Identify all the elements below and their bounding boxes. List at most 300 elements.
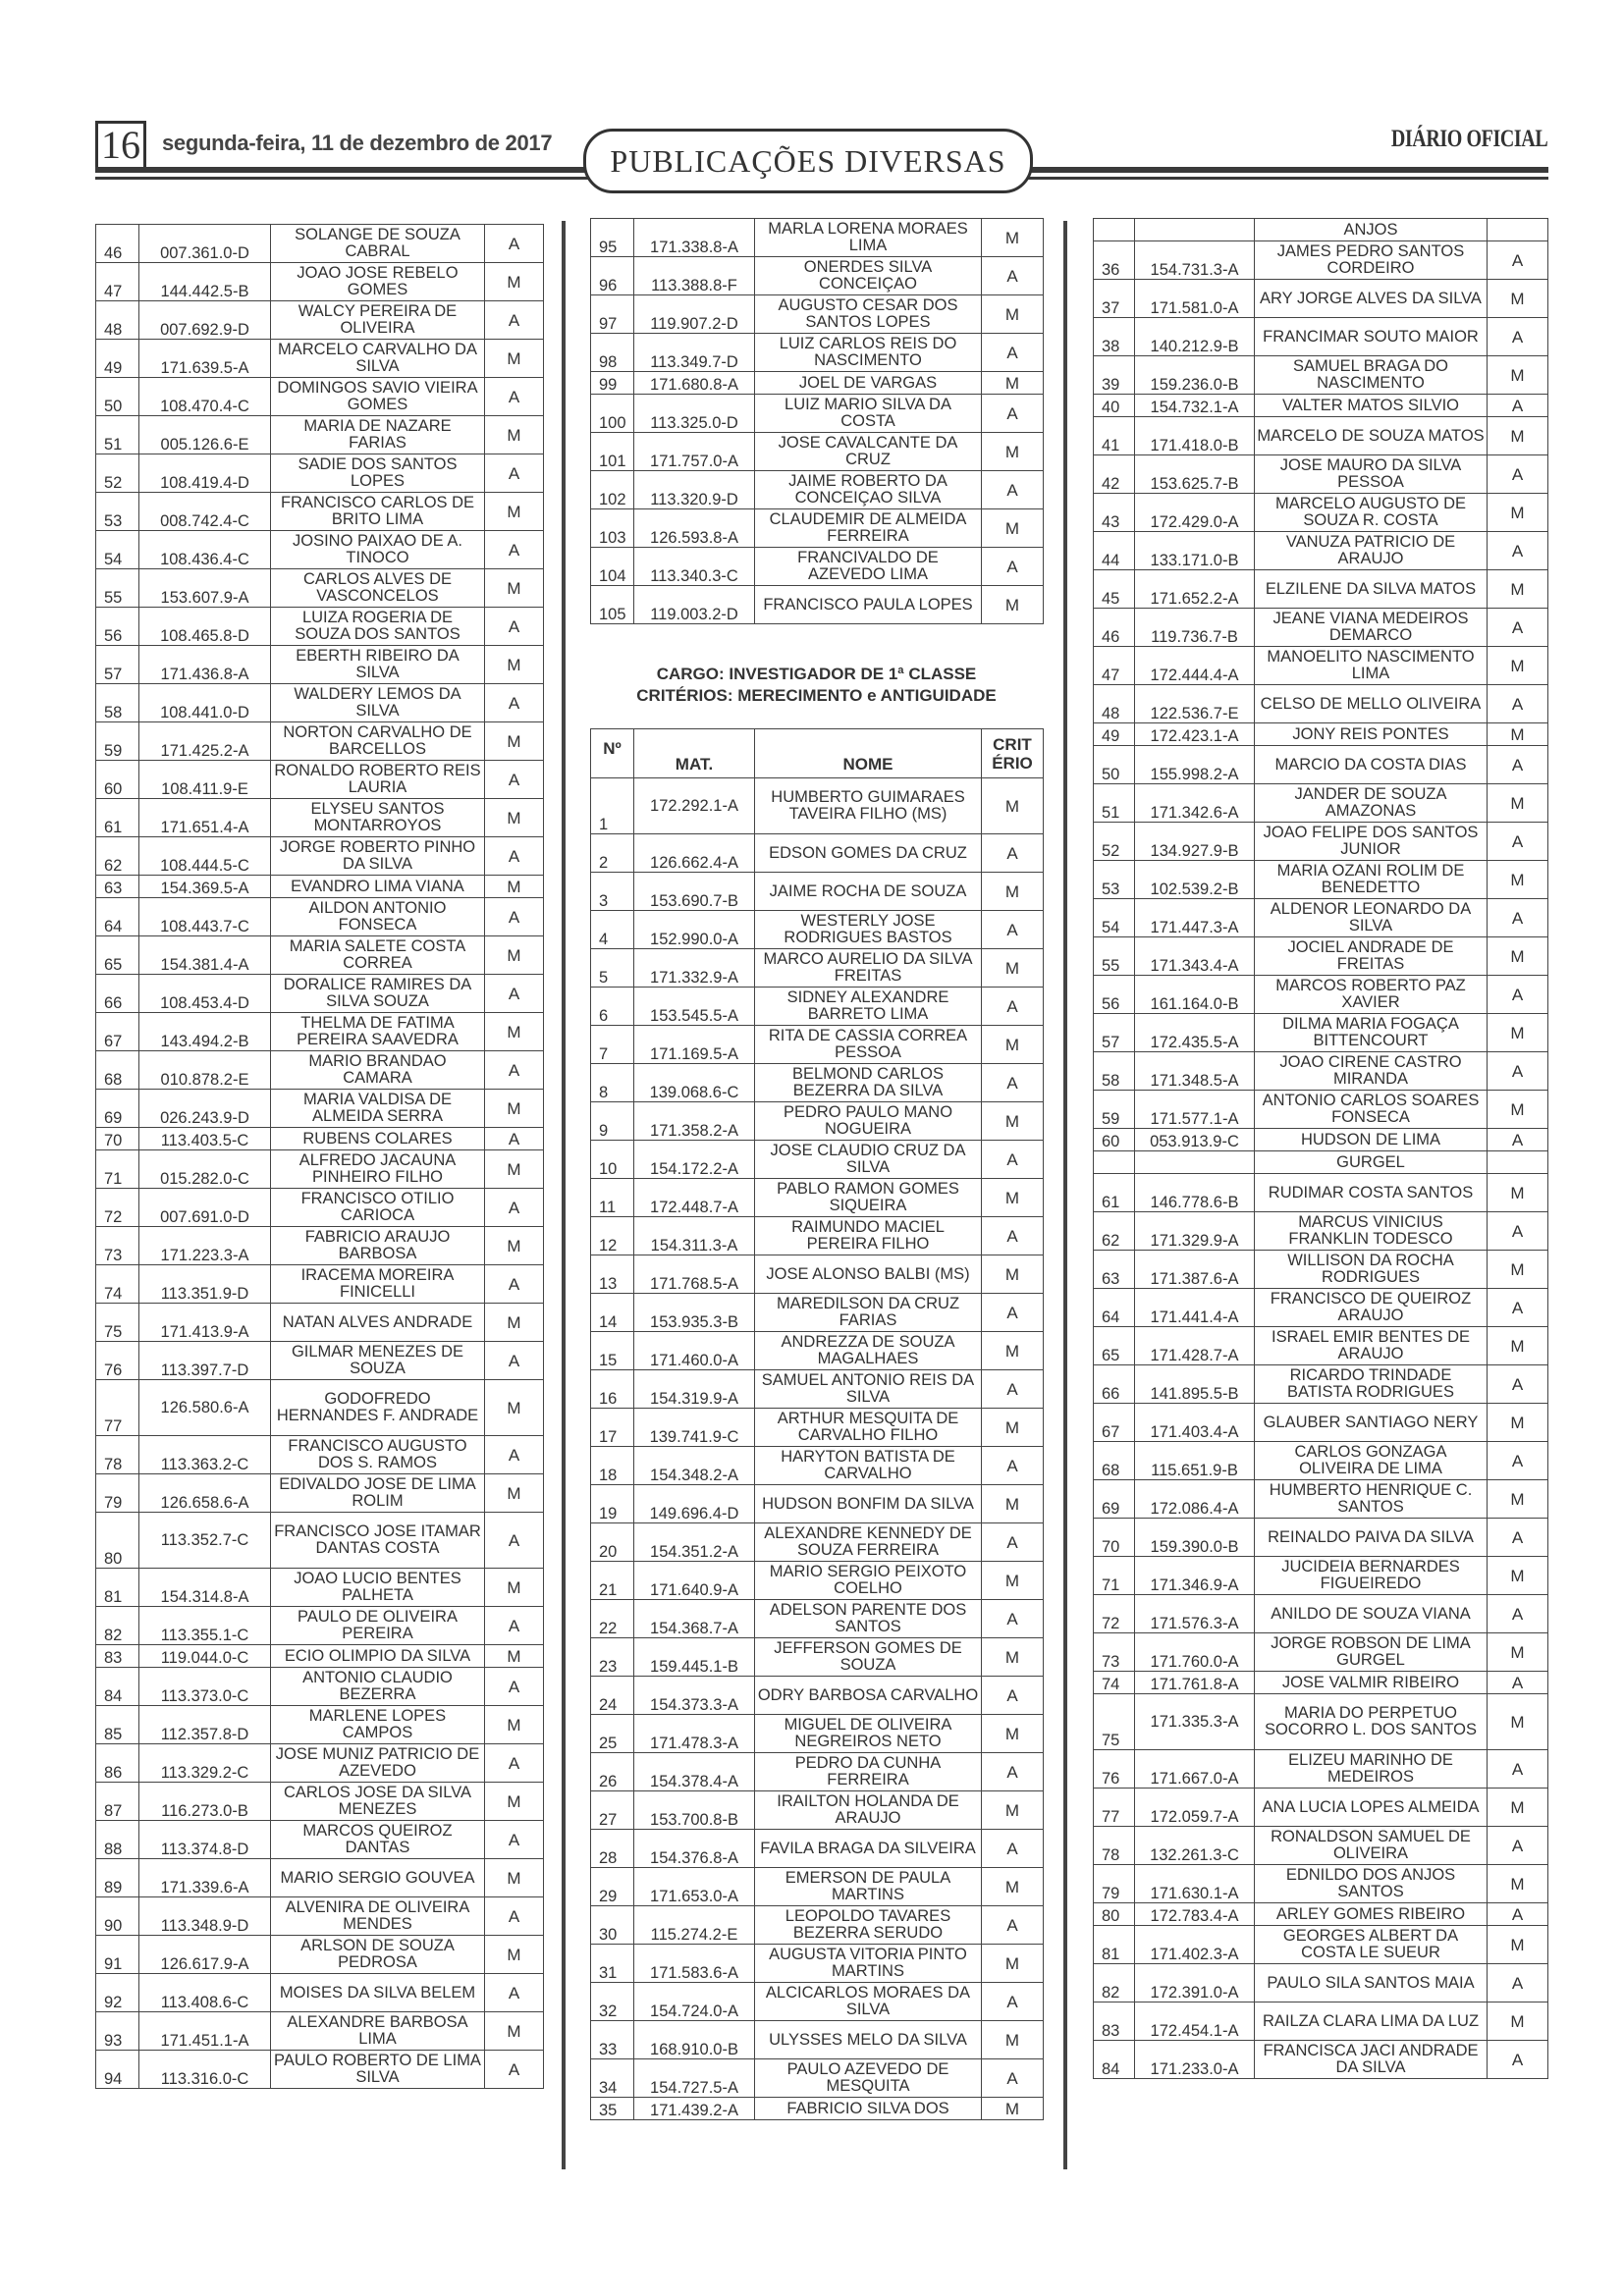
row-nome: MARIO SERGIO PEIXOTO COELHO [755,1562,982,1600]
row-number: 86 [96,1744,139,1783]
row-criterio: M [1488,494,1548,532]
row-number: 74 [96,1265,139,1304]
row-nome: MARIA OZANI ROLIM DE BENEDETTO [1255,861,1488,899]
row-nome: EVANDRO LIMA VIANA [271,876,485,898]
table-row [591,1332,1044,1370]
row-matricula: 171.413.9-A [139,1304,271,1342]
row-number: 53 [1094,861,1135,899]
row-number: 80 [96,1513,139,1569]
row-matricula: 153.625.7-B [1135,455,1255,494]
row-nome: RONALDSON SAMUEL DE OLIVEIRA [1255,1827,1488,1865]
table-row [96,1706,544,1744]
row-matricula: 116.273.0-B [139,1783,271,1821]
row-criterio: M [982,586,1044,624]
row-criterio: A [982,1677,1044,1715]
row-matricula: 171.348.5-A [1135,1052,1255,1091]
row-nome: JAIME ROCHA DE SOUZA [755,873,982,911]
table-row [96,340,544,378]
table-row [591,1677,1044,1715]
row-criterio: M [1488,937,1548,976]
row-matricula: 053.913.9-C [1135,1129,1255,1151]
row-criterio: A [485,1744,544,1783]
row-nome: FABRICIO SILVA DOS [755,2098,982,2120]
row-matricula: 149.696.4-D [634,1485,755,1523]
table-row [1094,570,1548,609]
table-row [591,372,1044,395]
row-matricula: 171.630.1-A [1135,1865,1255,1903]
table-row [591,334,1044,372]
table-row [96,799,544,837]
table-row [1094,784,1548,823]
row-matricula: 171.652.2-A [1135,570,1255,609]
row-criterio: M [1488,1633,1548,1672]
row-nome: GLAUBER SANTIAGO NERY [1255,1404,1488,1442]
row-nome: ARTHUR MESQUITA DE CARVALHO FILHO [755,1409,982,1447]
row-nome: JORGE ROBERTO PINHO DA SILVA [271,837,485,876]
row-matricula: 102.539.2-B [1135,861,1255,899]
row-matricula: 172.454.1-A [1135,2002,1255,2041]
row-nome: ANILDO DE SOUZA VIANA [1255,1595,1488,1633]
table-row [591,1830,1044,1868]
row-criterio: M [982,2098,1044,2120]
row-criterio: M [485,936,544,975]
row-number: 2 [591,834,634,873]
table-row [591,295,1044,334]
row-nome: FAVILA BRAGA DA SILVEIRA [755,1830,982,1868]
row-nome: MANOELITO NASCIMENTO LIMA [1255,647,1488,685]
table-row [591,1409,1044,1447]
row-number: 5 [591,949,634,988]
left-table [95,224,544,2089]
row-number: 66 [1094,1365,1135,1404]
row-criterio: A [982,395,1044,433]
row-matricula: 008.742.4-C [139,493,271,531]
table-row-continuation [1094,219,1548,241]
row-nome: ADELSON PARENTE DOS SANTOS [755,1600,982,1638]
table-row [591,873,1044,911]
table-row [96,1936,544,1974]
row-number: 27 [591,1791,634,1830]
row-criterio: A [982,911,1044,949]
row-matricula: 171.436.8-A [139,646,271,684]
table-row [96,416,544,454]
table-row [1094,861,1548,899]
row-matricula: 119.003.2-D [634,586,755,624]
row-number: 6 [591,988,634,1026]
row-number: 92 [96,1974,139,2012]
row-matricula: 119.907.2-D [634,295,755,334]
row-number: 79 [96,1474,139,1513]
table-row [591,1370,1044,1409]
row-matricula: 119.736.7-B [1135,609,1255,647]
row-criterio: M [485,1936,544,1974]
row-matricula: 171.757.0-A [634,433,755,471]
row-matricula: 171.577.1-A [1135,1091,1255,1129]
row-matricula: 007.361.0-D [139,225,271,263]
row-number: 97 [591,295,634,334]
row-criterio: A [485,301,544,340]
row-criterio: M [1488,1865,1548,1903]
row-criterio: A [485,1436,544,1474]
row-number: 90 [96,1897,139,1936]
row-number: 67 [1094,1404,1135,1442]
row-number: 73 [1094,1633,1135,1672]
row-matricula: 108.444.5-C [139,837,271,876]
row-nome: ANTONIO CLAUDIO BEZERRA [271,1668,485,1706]
row-number: 79 [1094,1865,1135,1903]
row-number: 1 [591,778,634,834]
table-row [1094,1251,1548,1289]
table-row [1094,976,1548,1014]
row-matricula: 171.358.2-A [634,1102,755,1141]
row-number: 42 [1094,455,1135,494]
row-number: 74 [1094,1672,1135,1694]
row-nome: MARCUS VINICIUS FRANKLIN TODESCO [1255,1212,1488,1251]
row-matricula: 154.724.0-A [634,1983,755,2021]
row-matricula: 168.910.0-B [634,2021,755,2059]
table-row [1094,609,1548,647]
row-nome: ALDENOR LEONARDO DA SILVA [1255,899,1488,937]
table-row [1094,1964,1548,2002]
row-matricula: 171.653.0-A [634,1868,755,1906]
row-number: 57 [1094,1014,1135,1052]
row-criterio: A [982,1830,1044,1868]
table-row [1094,1750,1548,1789]
row-matricula: 154.731.3-A [1135,241,1255,280]
table-row [96,1607,544,1645]
row-number: 87 [96,1783,139,1821]
row-nome: DILMA MARIA FOGAÇA BITTENCOURT [1255,1014,1488,1052]
row-nome: JEFFERSON GOMES DE SOUZA [755,1638,982,1677]
row-nome: RUDIMAR COSTA SANTOS [1255,1174,1488,1212]
table-row [1094,1129,1548,1151]
row-criterio: M [1488,647,1548,685]
row-number: 71 [96,1150,139,1189]
row-number: 69 [1094,1480,1135,1519]
row-matricula: 171.651.4-A [139,799,271,837]
row-number: 58 [96,684,139,722]
table-row [96,1265,544,1304]
table-row [1094,1519,1548,1557]
col-header-mat: MAT. [634,729,755,778]
row-nome: RONALDO ROBERTO REIS LAURIA [271,761,485,799]
row-nome: GODOFREDO HERNANDES F. ANDRADE [271,1380,485,1436]
row-nome: WALDERY LEMOS DA SILVA [271,684,485,722]
row-number: 81 [1094,1926,1135,1964]
table-row [591,1141,1044,1179]
row-criterio: A [1488,1595,1548,1633]
row-matricula: 172.086.4-A [1135,1480,1255,1519]
table-row [591,1562,1044,1600]
row-nome: IRAILTON HOLANDA DE ARAUJO [755,1791,982,1830]
row-matricula: 154.314.8-A [139,1569,271,1607]
row-nome: MARIA DE NAZARE FARIAS [271,416,485,454]
row-number: 59 [1094,1091,1135,1129]
row-matricula: 113.388.8-F [634,257,755,295]
row-number: 89 [96,1859,139,1897]
row-criterio: M [982,873,1044,911]
table-row [1094,1903,1548,1926]
row-matricula: 171.583.6-A [634,1945,755,1983]
row-number: 53 [96,493,139,531]
row-criterio: A [982,1141,1044,1179]
row-nome: IRACEMA MOREIRA FINICELLI [271,1265,485,1304]
row-matricula: 171.428.7-A [1135,1327,1255,1365]
row-number: 51 [1094,784,1135,823]
table-row [96,898,544,936]
row-number: 78 [96,1436,139,1474]
row-number: 57 [96,646,139,684]
row-matricula: 171.335.3-A [1135,1694,1255,1750]
row-nome: JOSE VALMIR RIBEIRO [1255,1672,1488,1694]
row-criterio: M [485,1227,544,1265]
row-number: 67 [96,1013,139,1051]
row-nome: MARCOS ROBERTO PAZ XAVIER [1255,976,1488,1014]
row-matricula: 172.783.4-A [1135,1903,1255,1926]
table-row [591,1026,1044,1064]
row-matricula: 154.319.9-A [634,1370,755,1409]
row-criterio: A [1488,1903,1548,1926]
row-nome: MARIA VALDISA DE ALMEIDA SERRA [271,1090,485,1128]
row-matricula: 113.320.9-D [634,471,755,509]
table-row [96,684,544,722]
row-criterio: M [1488,723,1548,746]
row-number: 49 [96,340,139,378]
row-criterio: A [1488,532,1548,570]
row-matricula: 113.348.9-D [139,1897,271,1936]
column-divider [562,221,566,2169]
table-row [96,1859,544,1897]
row-nome: EDNILDO DOS ANJOS SANTOS [1255,1865,1488,1903]
row-matricula: 171.339.6-A [139,1859,271,1897]
row-nome: FRANCISCO DE QUEIROZ ARAUJO [1255,1289,1488,1327]
table-row [1094,899,1548,937]
row-matricula: 171.576.3-A [1135,1595,1255,1633]
row-matricula: 113.316.0-C [139,2051,271,2089]
cargo-title: CARGO: INVESTIGADOR DE 1ª CLASSE [656,665,977,683]
row-number: 51 [96,416,139,454]
row-nome: HUMBERTO HENRIQUE C. SANTOS [1255,1480,1488,1519]
table-row [591,1255,1044,1294]
row-nome: MARCELO DE SOUZA MATOS [1255,417,1488,455]
row-number: 82 [1094,1964,1135,2002]
row-nome: ANDREZZA DE SOUZA MAGALHAES [755,1332,982,1370]
row-nome: HUDSON BONFIM DA SILVA [755,1485,982,1523]
row-number: 15 [591,1332,634,1370]
row-number: 81 [96,1569,139,1607]
row-criterio: A [982,1217,1044,1255]
row-criterio: M [1488,861,1548,899]
row-nome: MARLA LORENA MORAES LIMA [755,219,982,257]
table-row [1094,1557,1548,1595]
row-criterio: M [485,340,544,378]
row-matricula: 154.373.3-A [634,1677,755,1715]
row-matricula: 122.536.7-E [1135,685,1255,723]
row-criterio: A [485,837,544,876]
row-number: 84 [1094,2041,1135,2079]
row-matricula: 171.403.4-A [1135,1404,1255,1442]
table-row [1094,746,1548,784]
row-matricula: 159.445.1-B [634,1638,755,1677]
row-criterio: M [982,1715,1044,1753]
row-criterio: M [1488,1480,1548,1519]
row-criterio: M [982,372,1044,395]
row-number: 48 [96,301,139,340]
row-matricula: 144.442.5-B [139,263,271,301]
table-row [96,1128,544,1150]
row-criterio: M [1488,1251,1548,1289]
row-nome: MARCOS QUEIROZ DANTAS [271,1821,485,1859]
row-criterio: A [485,684,544,722]
row-matricula: 112.357.8-D [139,1706,271,1744]
row-criterio: A [1488,1519,1548,1557]
table-row [96,454,544,493]
table-row [1094,1365,1548,1404]
row-criterio: M [485,646,544,684]
row-number: 41 [1094,417,1135,455]
row-matricula: 139.741.9-C [634,1409,755,1447]
row-matricula: 171.768.5-A [634,1255,755,1294]
row-criterio: M [485,1013,544,1051]
row-number: 77 [96,1380,139,1436]
row-matricula: 159.390.0-B [1135,1519,1255,1557]
row-matricula: 015.282.0-C [139,1150,271,1189]
row-criterio: A [982,1983,1044,2021]
row-nome: ODRY BARBOSA CARVALHO [755,1677,982,1715]
table-row [96,1645,544,1668]
row-matricula: 113.340.3-C [634,548,755,586]
row-nome: ALEXANDRE BARBOSA LIMA [271,2012,485,2051]
table-row [96,1569,544,1607]
row-matricula: 126.662.4-A [634,834,755,873]
row-matricula: 171.478.3-A [634,1715,755,1753]
row-nome: ANA LUCIA LOPES ALMEIDA [1255,1789,1488,1827]
row-matricula: 113.349.7-D [634,334,755,372]
row-criterio: M [485,722,544,761]
row-criterio: M [982,1255,1044,1294]
table-row [1094,1327,1548,1365]
row-number: 54 [96,531,139,569]
row-matricula: 154.378.4-A [634,1753,755,1791]
row-matricula: 153.935.3-B [634,1294,755,1332]
table-row [1094,1480,1548,1519]
table-row [96,1342,544,1380]
row-nome: JOAO CIRENE CASTRO MIRANDA [1255,1052,1488,1091]
table-row [96,1227,544,1265]
row-criterio: M [982,1868,1044,1906]
row-criterio: M [1488,784,1548,823]
row-criterio: A [982,988,1044,1026]
row-criterio: M [1488,417,1548,455]
table-row [1094,1672,1548,1694]
row-nome: JOCIEL ANDRADE DE FREITAS [1255,937,1488,976]
row-number: 46 [96,225,139,263]
row-criterio: M [982,1026,1044,1064]
row-number: 72 [96,1189,139,1227]
table-row [591,1523,1044,1562]
row-matricula: 026.243.9-D [139,1090,271,1128]
row-nome: JONY REIS PONTES [1255,723,1488,746]
row-criterio: A [485,454,544,493]
row-nome: SAMUEL BRAGA DO NASCIMENTO [1255,356,1488,395]
row-nome: ANTONIO CARLOS SOARES FONSECA [1255,1091,1488,1129]
middle-bottom-table [590,728,1044,2120]
row-nome: MOISES DA SILVA BELEM [271,1974,485,2012]
table-row [96,1974,544,2012]
row-matricula: 108.436.4-C [139,531,271,569]
row-criterio: M [1488,1789,1548,1827]
table-row [591,988,1044,1026]
row-criterio: M [982,1945,1044,1983]
row-matricula: 139.068.6-C [634,1064,755,1102]
row-matricula: 171.460.0-A [634,1332,755,1370]
row-number: 26 [591,1753,634,1791]
row-matricula: 171.169.5-A [634,1026,755,1064]
row-matricula: 113.329.2-C [139,1744,271,1783]
row-nome: ELZILENE DA SILVA MATOS [1255,570,1488,609]
row-number: 52 [96,454,139,493]
table-row [96,1013,544,1051]
table-row [96,1474,544,1513]
row-criterio: A [485,1051,544,1090]
row-nome: CELSO DE MELLO OLIVEIRA [1255,685,1488,723]
row-criterio: A [1488,1129,1548,1151]
row-matricula: 113.397.7-D [139,1342,271,1380]
row-criterio: M [982,1102,1044,1141]
row-criterio: A [1488,455,1548,494]
row-nome: FABRICIO ARAUJO BARBOSA [271,1227,485,1265]
row-criterio: A [1488,823,1548,861]
row-matricula: 113.374.8-D [139,1821,271,1859]
row-matricula: 171.329.9-A [1135,1212,1255,1251]
row-criterio: M [982,1332,1044,1370]
row-number: 32 [591,1983,634,2021]
row-matricula: 171.640.9-A [634,1562,755,1600]
table-row [96,1897,544,1936]
row-criterio: A [982,471,1044,509]
row-criterio: M [982,1409,1044,1447]
row-criterio: A [982,1294,1044,1332]
row-number: 58 [1094,1052,1135,1091]
row-nome: GURGEL [1255,1151,1488,1174]
row-matricula: 155.998.2-A [1135,746,1255,784]
table-row [591,2059,1044,2098]
row-matricula [1135,219,1255,241]
row-number: 52 [1094,823,1135,861]
row-nome: ALFREDO JACAUNA PINHEIRO FILHO [271,1150,485,1189]
row-matricula: 154.381.4-A [139,936,271,975]
row-matricula: 171.760.0-A [1135,1633,1255,1672]
table-row [591,1600,1044,1638]
row-criterio: M [982,1179,1044,1217]
row-criterio [1488,1151,1548,1174]
row-number: 49 [1094,723,1135,746]
row-nome: DORALICE RAMIRES DA SILVA SOUZA [271,975,485,1013]
row-nome: PAULO AZEVEDO DE MESQUITA [755,2059,982,2098]
row-number: 82 [96,1607,139,1645]
row-nome: JAMES PEDRO SANTOS CORDEIRO [1255,241,1488,280]
row-number: 13 [591,1255,634,1294]
table-row [1094,1865,1548,1903]
row-number: 64 [96,898,139,936]
row-matricula: 171.639.5-A [139,340,271,378]
row-matricula: 172.448.7-A [634,1179,755,1217]
row-number: 104 [591,548,634,586]
row-nome: MARIA SALETE COSTA CORREA [271,936,485,975]
row-number: 56 [96,608,139,646]
table-row [591,834,1044,873]
publication-name: DIÁRIO OFICIAL [1390,126,1547,152]
